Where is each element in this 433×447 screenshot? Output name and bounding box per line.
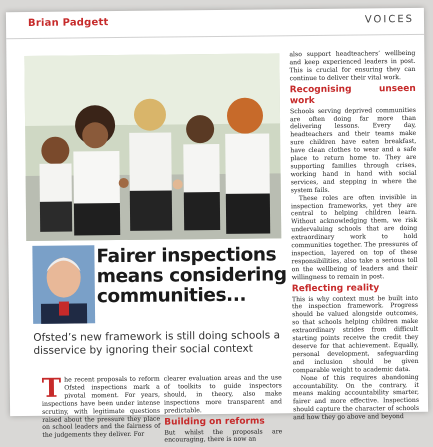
column-left — [41, 373, 161, 440]
author-headshot — [32, 245, 95, 324]
page-header — [6, 8, 424, 39]
author-portrait-icon — [32, 245, 95, 324]
body-paragraph: None of this requires abandoning accountability. On the contrary, it means making accountability smarter, fairer and more effective. Inspections should capture the character of schools and how they go above and beyond — [292, 373, 420, 422]
magazine-page — [6, 8, 428, 445]
body-paragraph: also support headteachers’ wellbeing and keep experienced leaders in post. This is crucial for ensuring they can continue to deliver their vital work. — [289, 49, 416, 82]
body-paragraph: Schools serving deprived communities are often doing far more than delivering lessons. Every day, headteachers and their teams make sure children have eaten breakfast, have clean clothes to wear and a safe place to return home to. They are supporting families through crises, working hand in hand with social services, and stepping in where the system fails. — [289, 106, 417, 194]
subheading: Recognising unseen work — [289, 83, 416, 106]
headline-block — [32, 243, 287, 308]
children-photo — [24, 53, 281, 241]
drop-cap: T — [41, 373, 62, 404]
body-paragraph: But whilst the proposals are encouraging, there is now an — [164, 427, 283, 445]
article-headline: Fairer inspections means considering communities... — [96, 244, 287, 308]
article-standfirst: Ofsted’s new framework is still doing schools a disservice by ignoring their social context — [33, 329, 281, 357]
children-photo-illustration — [24, 53, 281, 241]
author-name: Brian Padgett — [27, 17, 109, 29]
section-label: VOICES — [364, 13, 415, 26]
body-paragraph: These roles are often invisible in inspection frameworks, yet they are central to helping children learn. Without acknowledging them, we risk undervaluing schools that are doing extraordinary work to hold communities together. The pressures of inspection, layered on top of these responsibilities, also take a serious toll on the wellbeing of leaders and their willingness to remain in post. — [290, 193, 418, 281]
body-paragraph: This is why context must be built into the inspection framework. Progress should be valued alongside outcomes, so that schools helping children make extraordinary strides from difficult starting points receive the credit they deserve for that achievement. Equally, personal development, safeguarding and inclusion should be given comparable weight to academic data. — [291, 294, 419, 374]
body-text: he recent proposals to reform Ofsted inspections mark a pivotal moment. For years, inspections have been under intense scrutiny, with legitimate questions raised about the pressure they place on school leaders and the fairness of the judgements they deliver. For — [41, 375, 161, 440]
subheading: Reflecting reality — [291, 282, 380, 294]
column-middle — [164, 374, 283, 445]
body-paragraph: clearer evaluation areas and the use of toolkits to guide inspectors should, in theory, also make inspections more transparent and predictable. — [163, 374, 283, 415]
column-right — [289, 50, 419, 422]
subheading: Building on reforms — [164, 416, 265, 428]
